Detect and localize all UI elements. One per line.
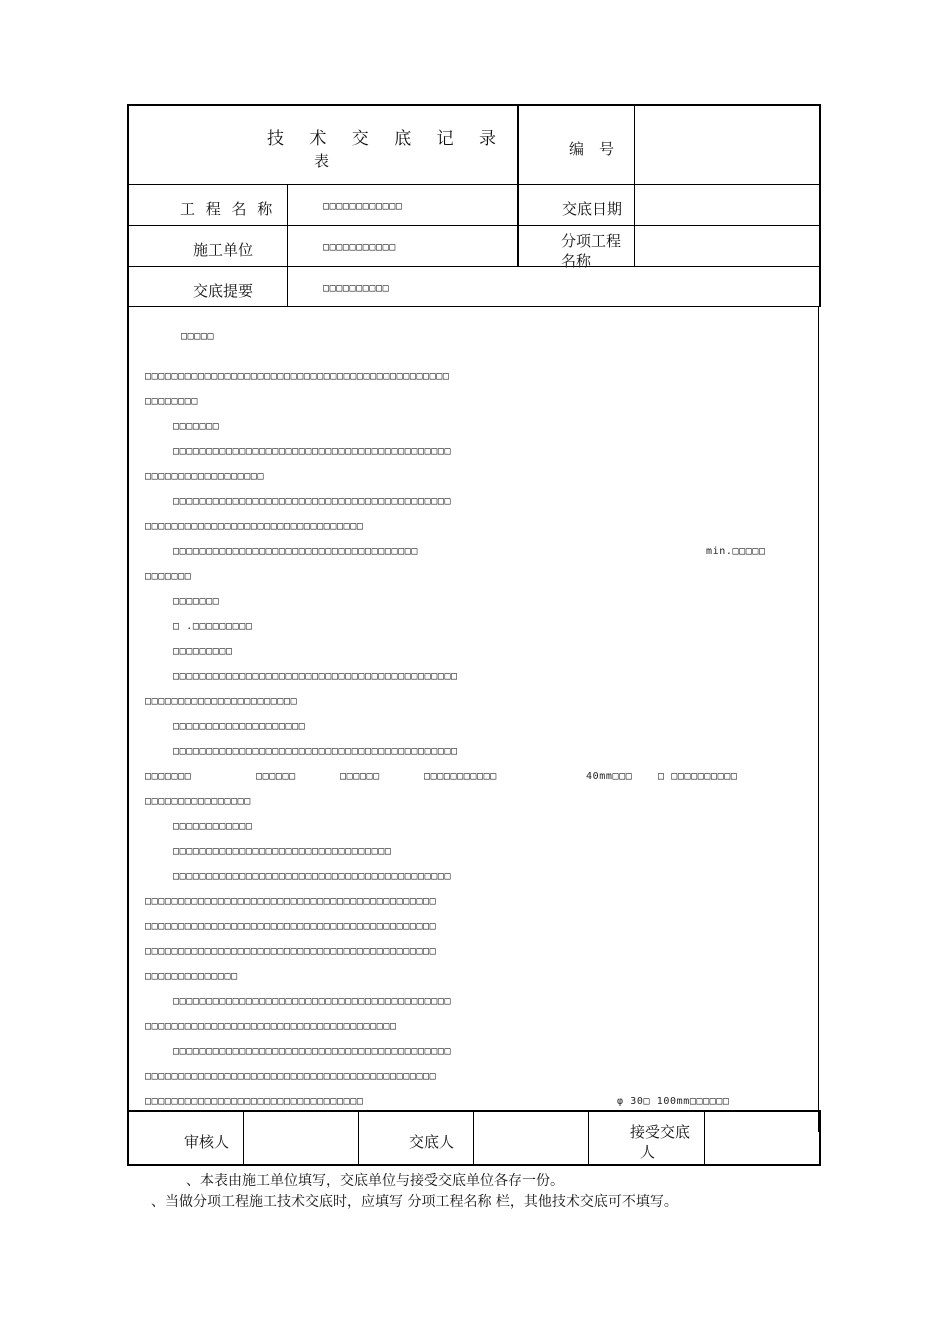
content-line: □□□□□□□□□□□□□□□□□□□□□□□□□□□□□□□□□□□□□□□□□□ — [173, 496, 452, 507]
content-line: □□□□□□□ — [145, 771, 192, 782]
col-label-divider — [287, 184, 288, 307]
form-border-bottom — [127, 1164, 821, 1166]
content-line: φ 30□ 100mm□□□□□□ — [617, 1096, 730, 1107]
construction-unit-value[interactable]: □□□□□□□□□□□ — [323, 242, 396, 253]
form-border-left — [127, 104, 129, 1166]
content-line: □□□□□□□□□ — [173, 646, 233, 657]
sig-divider-4 — [588, 1110, 589, 1166]
form-border-right-bottom — [819, 1110, 821, 1166]
content-line: □□□□□□□□□□□□□□□□□□□□ — [173, 721, 306, 732]
content-line: □□□□□□□□□□□□□□□□□□□□□□□□□□□□□□□□□□□□□□□□□□□□□□ — [145, 371, 450, 382]
summary-label: 交底提要 — [193, 282, 254, 300]
form-title: 技 术 交 底 记 录 — [267, 129, 507, 149]
summary-value[interactable]: □□□□□□□□□□ — [323, 283, 390, 294]
subproject-label-line1: 分项工程 — [561, 232, 622, 250]
content-line: □□□□□□□ — [145, 571, 192, 582]
content-line: min.□□□□□ — [706, 546, 766, 557]
content-line: □□□□□□□□□□□□□□□□ — [145, 796, 251, 807]
content-line: □□□□□□□□□□□□□□□□□□□□□□□□□□□□□□□□□□□□□□□□□□□ — [173, 671, 458, 682]
content-line: □□□□□□□□□□□□□□□□□□□□□□□□□□□□□□□□□□□□□□□□□□□□ — [145, 921, 437, 932]
receiver-label-line2: 人 — [640, 1143, 656, 1161]
form-border-top — [127, 104, 821, 106]
date-label: 交底日期 — [562, 200, 623, 218]
note-1: 、本表由施工单位填写，交底单位与接受交底单位各存一份。 — [186, 1173, 564, 1189]
receiver-label-line1: 接受交底 — [630, 1123, 691, 1141]
reviewer-label: 审核人 — [184, 1133, 230, 1151]
content-line: □□□□□□□□□□□□□□□□□□□□□□□□□□□□□□□□□□□□□□□□□□□ — [173, 746, 458, 757]
subproject-label-line2: 名称 — [561, 252, 592, 270]
content-line: □□□□□□ — [340, 771, 380, 782]
content-line: □□□□□□□□□□□□□□□□□□□□□□□□□□□□□□□□□□□□□□ — [145, 1021, 397, 1032]
content-line: □□□□□ — [181, 331, 215, 342]
reviewer-signature-field[interactable] — [244, 1112, 358, 1164]
content-line: □ .□□□□□□□□□ — [173, 621, 253, 632]
content-line: □□□□□□□□□□□□□□□□□□ — [145, 471, 265, 482]
project-name-value[interactable]: □□□□□□□□□□□□ — [323, 201, 403, 212]
sig-divider-2 — [358, 1110, 359, 1166]
col-header-divider — [517, 104, 519, 267]
content-line: □□□□□□□ — [173, 421, 220, 432]
content-line: □□□□□□□□□□□□ — [173, 821, 253, 832]
content-line: □□□□□□□□□□□□□□□□□□□□□□□□□□□□□□□□□□□□□□□□□□ — [173, 871, 452, 882]
content-line: □□□□□□□□□□□□□□□□□□□□□□□□□□□□□□□□□ — [145, 521, 364, 532]
content-line: □ □□□□□□□□□□ — [658, 771, 738, 782]
rule-row3-bottom — [127, 306, 821, 307]
content-line: □□□□□□□□□□□□□□□□□□□□□□□□□□□□□□□□□ — [173, 846, 392, 857]
content-line: □□□□□□ — [256, 771, 296, 782]
content-line: □□□□□□□□□□□□□□□□□□□□□□□□□□□□□□□□□□□□□□□□□□□□ — [145, 946, 437, 957]
content-line: □□□□□□□□□□□□□□□□□□□□□□□ — [145, 696, 298, 707]
content-line: □□□□□□□ — [173, 596, 220, 607]
receiver-signature-field[interactable] — [705, 1112, 818, 1164]
rule-row2-bottom — [127, 266, 821, 267]
content-line: □□□□□□□□□□□□□□□□□□□□□□□□□□□□□□□□□ — [145, 1096, 364, 1107]
note-2: 、当做分项工程施工技术交底时，应填写 分项工程名称 栏，其他技术交底可不填写。 — [151, 1194, 678, 1210]
content-line: □□□□□□□□□□□□□□□□□□□□□□□□□□□□□□□□□□□□□□□□□□ — [173, 1046, 452, 1057]
content-line: □□□□□□□□ — [145, 396, 198, 407]
number-label: 编 号 — [569, 140, 615, 158]
content-line: □□□□□□□□□□□□□□□□□□□□□□□□□□□□□□□□□□□□□□□□□□ — [173, 446, 452, 457]
project-name-label: 工 程 名 称 — [180, 200, 276, 218]
content-line: □□□□□□□□□□□□□□□□□□□□□□□□□□□□□□□□□□□□□□□□□□ — [173, 996, 452, 1007]
form-title-suffix: 表 — [314, 152, 330, 170]
content-line: □□□□□□□□□□□□□□ — [145, 971, 238, 982]
content-line: □□□□□□□□□□□□□□□□□□□□□□□□□□□□□□□□□□□□□ — [173, 546, 418, 557]
form-border-right-upper — [819, 104, 821, 307]
col-number-divider — [634, 104, 635, 267]
content-line: 40mm□□□ — [586, 771, 633, 782]
rule-header-bottom — [127, 184, 821, 185]
discloser-label: 交底人 — [409, 1133, 455, 1151]
form-border-right-lower — [818, 307, 819, 1132]
content-line: □□□□□□□□□□□□□□□□□□□□□□□□□□□□□□□□□□□□□□□□□□□□ — [145, 1071, 437, 1082]
construction-unit-label: 施工单位 — [193, 241, 254, 259]
rule-row1-bottom — [127, 225, 821, 226]
content-line: □□□□□□□□□□□ — [424, 771, 497, 782]
content-line: □□□□□□□□□□□□□□□□□□□□□□□□□□□□□□□□□□□□□□□□□□□□ — [145, 896, 437, 907]
discloser-signature-field[interactable] — [474, 1112, 588, 1164]
